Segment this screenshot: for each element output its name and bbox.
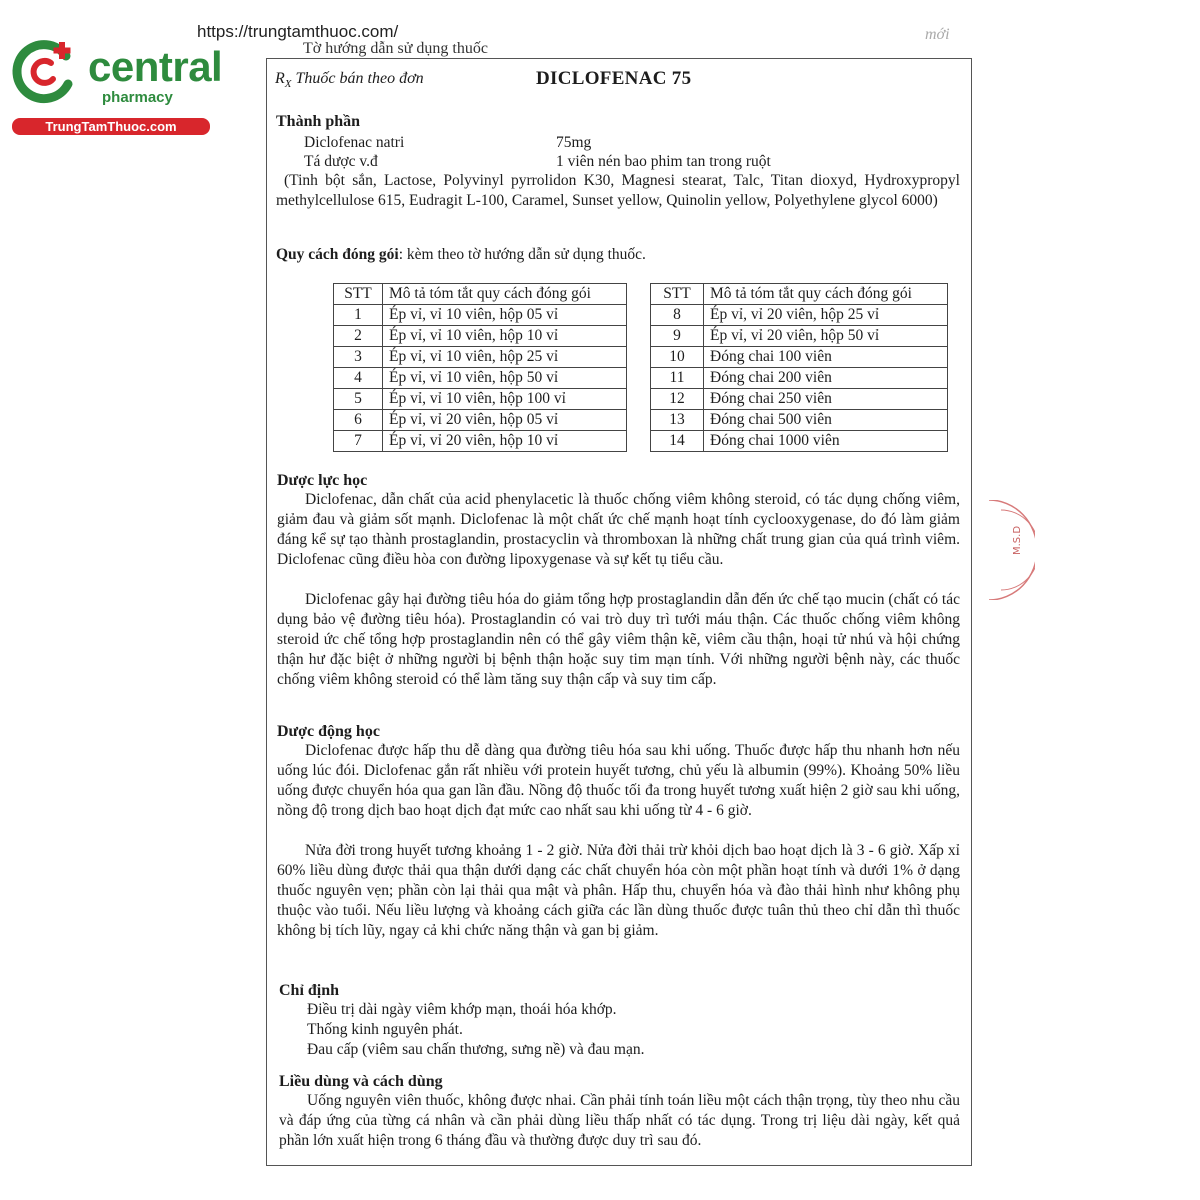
table-row bbox=[651, 410, 948, 431]
stt-cell: 5 bbox=[334, 389, 383, 410]
stt-cell: 11 bbox=[651, 368, 704, 389]
source-url[interactable]: https://trungtamthuoc.com/ bbox=[197, 22, 399, 41]
document-type-label: Tờ hướng dẫn sử dụng thuốc bbox=[303, 40, 488, 57]
desc-cell: Ép vỉ, vỉ 20 viên, hộp 05 vỉ bbox=[383, 410, 627, 431]
table-row bbox=[334, 305, 627, 326]
logo-name: central bbox=[88, 43, 223, 90]
desc-cell: Ép vỉ, vỉ 10 viên, hộp 50 vỉ bbox=[383, 368, 627, 389]
indication-item-1: Điều trị dài ngày viêm khớp mạn, thoái hóa khớp. bbox=[307, 1001, 617, 1018]
desc-cell: Đóng chai 200 viên bbox=[704, 368, 948, 389]
rx-symbol: R bbox=[275, 70, 285, 87]
composition-heading: Thành phần bbox=[276, 113, 361, 130]
table-row bbox=[651, 431, 948, 452]
rx-text: Thuốc bán theo đơn bbox=[291, 70, 424, 87]
desc-cell: Đóng chai 1000 viên bbox=[704, 431, 948, 452]
desc-cell: Đóng chai 100 viên bbox=[704, 347, 948, 368]
logo-banner: TrungTamThuoc.com bbox=[12, 118, 210, 135]
packaging-heading: Quy cách đóng gói bbox=[276, 246, 399, 263]
indication-item-3: Đau cấp (viêm sau chấn thương, sưng nề) và đau mạn. bbox=[307, 1041, 645, 1058]
table-row bbox=[651, 368, 948, 389]
logo-subtitle: pharmacy bbox=[102, 89, 173, 106]
composition-value-2: 1 viên nén bao phim tan trong ruột bbox=[556, 153, 771, 170]
desc-cell: Đóng chai 250 viên bbox=[704, 389, 948, 410]
stt-cell: 8 bbox=[651, 305, 704, 326]
stamp-icon bbox=[985, 500, 1035, 600]
stt-cell: 1 bbox=[334, 305, 383, 326]
stt-cell: 2 bbox=[334, 326, 383, 347]
table-row bbox=[334, 326, 627, 347]
stt-cell: 10 bbox=[651, 347, 704, 368]
packaging-text: : kèm theo tờ hướng dẫn sử dụng thuốc. bbox=[398, 246, 646, 263]
table-header-row bbox=[334, 284, 627, 305]
packaging-line bbox=[276, 245, 646, 265]
desc-cell: Ép vỉ, vỉ 10 viên, hộp 25 vỉ bbox=[383, 347, 627, 368]
indications-heading: Chỉ định bbox=[279, 982, 340, 999]
stt-cell: 12 bbox=[651, 389, 704, 410]
desc-cell: Ép vỉ, vỉ 20 viên, hộp 10 vỉ bbox=[383, 431, 627, 452]
table-row bbox=[334, 368, 627, 389]
col-stt: STT bbox=[651, 284, 704, 305]
stamp-text: M.S.D bbox=[1012, 525, 1023, 555]
table-row bbox=[651, 305, 948, 326]
pharmacodynamics-paragraph-1: Diclofenac, dẫn chất của acid phenylacetic là thuốc chống viêm không steroid, có tác dụng chống viêm, giảm đau và giảm sốt mạnh. Diclofenac là một chất ức chế mạnh hoạt tính cyclooxygenase, do đó làm giảm đáng kể sự tạo thành prostaglandin, prostacyclin và thromboxan là những chất trung gian của quá trình viêm. Diclofenac cũng điều hòa con đường lipoxygenase và sự kết tụ tiểu cầu. bbox=[277, 491, 960, 568]
rx-sub: X bbox=[284, 78, 292, 91]
logo-mark-icon bbox=[10, 36, 82, 108]
stt-cell: 6 bbox=[334, 410, 383, 431]
table-row bbox=[651, 326, 948, 347]
excipients-text: (Tinh bột sắn, Lactose, Polyvinyl pyrrolidon K30, Magnesi stearat, Talc, Titan dioxyd, Hydroxypropyl methylcellulose 615, Eudragit L-100, Caramel, Sunset yellow, Quinolin yellow, Polyethylene glycol 6000) bbox=[276, 172, 960, 209]
composition-name-1: Diclofenac natri bbox=[304, 134, 405, 151]
col-stt: STT bbox=[334, 284, 383, 305]
table-row bbox=[334, 389, 627, 410]
stt-cell: 3 bbox=[334, 347, 383, 368]
desc-cell: Ép vỉ, vỉ 10 viên, hộp 05 vỉ bbox=[383, 305, 627, 326]
col-desc: Mô tả tóm tắt quy cách đóng gói bbox=[383, 284, 627, 305]
pharmacokinetics-paragraph-2: Nửa đời trong huyết tương khoảng 1 - 2 giờ. Nửa đời thải trừ khỏi dịch bao hoạt dịch là 3 - 6 giờ. Xấp xỉ 60% liều dùng được thải qua thận dưới dạng các chất chuyển hóa còn một phần hoạt tính và dưới 1% ở dạng thuốc nguyên vẹn; phần còn lại thải qua mật và phân. Hấp thu, chuyển hóa và đào thải hình như không phụ thuộc vào tuổi. Nếu liều lượng và khoảng cách giữa các lần dùng thuốc được tuân thủ theo chỉ dẫn thì thuốc không bị tích lũy, ngay cả khi chức năng thận và gan bị giảm. bbox=[277, 842, 960, 939]
pharmacokinetics-heading: Dược động học bbox=[277, 723, 380, 740]
pharmacodynamics-heading: Dược lực học bbox=[277, 472, 368, 489]
composition-name-2: Tá dược v.đ bbox=[304, 153, 378, 170]
col-desc: Mô tả tóm tắt quy cách đóng gói bbox=[704, 284, 948, 305]
table-row bbox=[651, 347, 948, 368]
stt-cell: 7 bbox=[334, 431, 383, 452]
stt-cell: 14 bbox=[651, 431, 704, 452]
dosage-heading: Liều dùng và cách dùng bbox=[279, 1073, 443, 1090]
desc-cell: Ép vỉ, vỉ 20 viên, hộp 50 vỉ bbox=[704, 326, 948, 347]
table-row bbox=[651, 389, 948, 410]
table-header-row bbox=[651, 284, 948, 305]
desc-cell: Ép vỉ, vỉ 20 viên, hộp 25 vỉ bbox=[704, 305, 948, 326]
prescription-label bbox=[275, 70, 424, 90]
indication-item-2: Thống kinh nguyên phát. bbox=[307, 1021, 463, 1038]
central-pharmacy-logo[interactable] bbox=[10, 36, 223, 136]
table-row bbox=[334, 347, 627, 368]
stt-cell: 4 bbox=[334, 368, 383, 389]
table-row bbox=[334, 431, 627, 452]
desc-cell: Đóng chai 500 viên bbox=[704, 410, 948, 431]
corner-handwritten-mark: mới bbox=[925, 26, 950, 43]
pharmacodynamics-paragraph-2: Diclofenac gây hại đường tiêu hóa do giảm tổng hợp prostaglandin dẫn đến ức chế tạo mucin (chất có tác dụng bảo vệ đường tiêu hóa). Prostaglandin có vai trò duy trì tưới máu thận. Các thuốc chống viêm không steroid ức chế tổng hợp prostaglandin nên có thể gây viêm thận kẽ, viêm cầu thận, hoại tử nhú và hội chứng thận hư đặc biệt ở những người bị bệnh thận hoặc suy tim mạn tính. Với những người bệnh này, các thuốc chống viêm không steroid có thể làm tăng suy thận cấp và suy tim cấp. bbox=[277, 591, 960, 688]
desc-cell: Ép vỉ, vỉ 10 viên, hộp 10 vỉ bbox=[383, 326, 627, 347]
pharmacokinetics-paragraph-1: Diclofenac được hấp thu dễ dàng qua đường tiêu hóa sau khi uống. Thuốc được hấp thu nhanh hơn nếu uống lúc đói. Diclofenac gắn rất nhiều với protein huyết tương, chủ yếu là albumin (99%). Khoảng 50% liều uống được chuyển hóa qua gan lần đầu. Nồng độ thuốc tối đa trong huyết tương xuất hiện 2 giờ sau khi uống, nồng độ trong dịch bao hoạt dịch đạt mức cao nhất sau khi uống từ 4 - 6 giờ. bbox=[277, 742, 960, 819]
packaging-table-left bbox=[333, 283, 627, 452]
table-row bbox=[334, 410, 627, 431]
product-title: DICLOFENAC 75 bbox=[536, 68, 692, 89]
packaging-table-right bbox=[650, 283, 948, 452]
composition-value-1: 75mg bbox=[556, 134, 592, 151]
desc-cell: Ép vỉ, vỉ 10 viên, hộp 100 vỉ bbox=[383, 389, 627, 410]
stt-cell: 9 bbox=[651, 326, 704, 347]
stt-cell: 13 bbox=[651, 410, 704, 431]
dosage-paragraph: Uống nguyên viên thuốc, không được nhai. Cần phải tính toán liều một cách thận trọng, tùy theo nhu cầu và đáp ứng của từng cá nhân và cần phải dùng liều thấp nhất có tác dụng. Trong trị liệu dài ngày, kết quả phần lớn xuất hiện trong 6 tháng đầu và thường được duy trì sau đó. bbox=[279, 1092, 960, 1149]
